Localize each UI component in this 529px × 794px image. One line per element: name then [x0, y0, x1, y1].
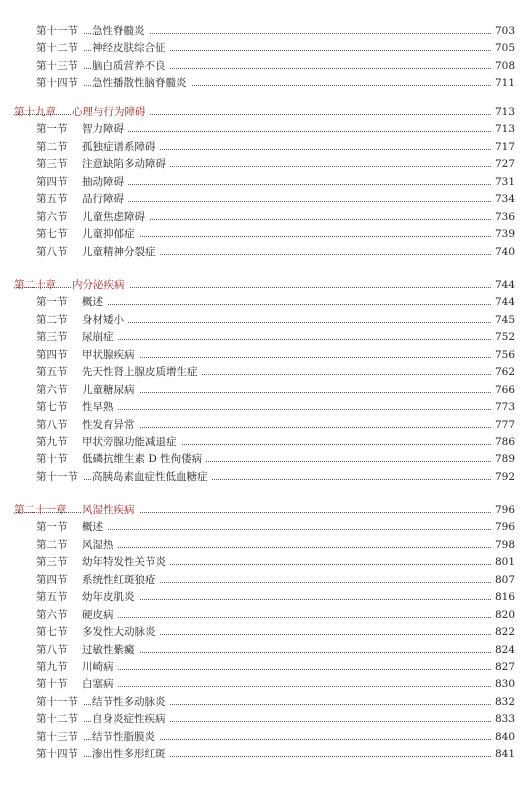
section-number: 第四节	[36, 348, 68, 361]
toc-entry[interactable]	[0, 244, 529, 261]
section-number: 第十节	[36, 453, 68, 466]
section-title: 自身炎症性疾病	[92, 711, 170, 728]
toc-entry[interactable]	[0, 191, 529, 208]
section-page-number: 833	[491, 711, 515, 728]
section-page-number: 766	[491, 382, 515, 399]
section-number: 第六节	[36, 608, 68, 621]
toc-entry[interactable]	[0, 329, 529, 346]
chapter-heading[interactable]	[0, 277, 529, 294]
toc-entry[interactable]	[0, 58, 529, 75]
toc-entry[interactable]	[0, 434, 529, 451]
dot-leader	[84, 131, 493, 132]
toc-entry[interactable]	[0, 23, 529, 40]
section-number: 第十二节	[36, 713, 78, 726]
section-page-number: 752	[491, 329, 515, 346]
dot-leader	[84, 304, 493, 305]
section-title: 低磷抗维生素 D 性佝偻病	[82, 451, 206, 468]
toc-entry[interactable]	[0, 75, 529, 92]
section-number: 第七节	[36, 626, 68, 639]
dot-leader	[84, 409, 493, 410]
section-page-number: 832	[491, 694, 515, 711]
dot-leader	[84, 652, 493, 653]
section-title: 概述	[82, 294, 107, 311]
section-number: 第十一节	[36, 695, 78, 708]
toc-entry[interactable]	[0, 729, 529, 746]
section-number: 第六节	[36, 383, 68, 396]
section-page-number: 739	[491, 226, 515, 243]
section-title: 甲状腺疾病	[82, 347, 139, 364]
section-page-number: 711	[491, 75, 515, 92]
section-number: 第八节	[36, 245, 68, 258]
toc-entry[interactable]	[0, 676, 529, 693]
section-title: 脑白质营养不良	[92, 58, 170, 75]
toc-entry[interactable]	[0, 312, 529, 329]
section-number: 第七节	[36, 401, 68, 414]
toc-entry[interactable]	[0, 642, 529, 659]
section-number: 第七节	[36, 228, 68, 241]
section-number: 第八节	[36, 418, 68, 431]
section-number: 第五节	[36, 366, 68, 379]
section-number: 第十节	[36, 678, 68, 691]
section-page-number: 736	[491, 209, 515, 226]
dot-leader	[84, 184, 493, 185]
section-title: 风湿热	[82, 537, 118, 554]
section-title: 高胰岛素血症性低血糖症	[92, 469, 212, 486]
section-number: 第五节	[36, 193, 68, 206]
section-page-number: 796	[491, 519, 515, 536]
section-page-number: 705	[491, 40, 515, 57]
section-page-number: 807	[491, 572, 515, 589]
dot-leader	[84, 392, 493, 393]
continued-block	[0, 23, 529, 93]
dot-leader	[84, 236, 493, 237]
chapter-page-number: 744	[491, 277, 515, 294]
toc-entry[interactable]	[0, 469, 529, 486]
section-number: 第二节	[36, 538, 68, 551]
section-number: 第五节	[36, 591, 68, 604]
section-number: 第十一节	[36, 470, 78, 483]
section-number: 第四节	[36, 573, 68, 586]
toc-entry[interactable]	[0, 694, 529, 711]
toc-entry[interactable]	[0, 417, 529, 434]
section-page-number: 822	[491, 624, 515, 641]
chapter-block	[0, 277, 529, 486]
section-page-number: 792	[491, 469, 515, 486]
dot-leader	[84, 201, 493, 202]
section-number: 第十三节	[36, 59, 78, 72]
toc-entry[interactable]	[0, 40, 529, 57]
section-number: 第十二节	[36, 42, 78, 55]
toc-entry[interactable]	[0, 156, 529, 173]
chapter-page-number: 713	[491, 104, 515, 121]
toc-entry[interactable]	[0, 519, 529, 536]
section-page-number: 840	[491, 729, 515, 746]
toc-entry[interactable]	[0, 589, 529, 606]
section-title: 儿童抑郁症	[82, 226, 139, 243]
section-page-number: 841	[491, 746, 515, 763]
section-page-number: 816	[491, 589, 515, 606]
section-title: 渗出性多形红斑	[92, 746, 170, 763]
section-title: 性早熟	[82, 399, 118, 416]
toc-entry[interactable]	[0, 347, 529, 364]
dot-leader	[84, 686, 493, 687]
section-title: 硬皮病	[82, 607, 118, 624]
chapter-number: 第二十章	[14, 279, 56, 291]
section-number: 第一节	[36, 521, 68, 534]
section-number: 第六节	[36, 210, 68, 223]
section-page-number: 756	[491, 347, 515, 364]
dot-leader	[84, 427, 493, 428]
section-title: 智力障碍	[82, 121, 128, 138]
section-page-number: 786	[491, 434, 515, 451]
section-page-number: 827	[491, 659, 515, 676]
toc-entry[interactable]	[0, 226, 529, 243]
dot-leader	[84, 322, 493, 323]
section-page-number: 717	[491, 139, 515, 156]
section-number: 第九节	[36, 660, 68, 673]
dot-leader	[84, 547, 493, 548]
section-page-number: 762	[491, 364, 515, 381]
section-title: 神经皮肤综合征	[92, 40, 170, 57]
section-number: 第四节	[36, 175, 68, 188]
dot-leader	[84, 617, 493, 618]
toc-entry[interactable]	[0, 174, 529, 191]
toc-entry[interactable]	[0, 209, 529, 226]
toc-entry[interactable]	[0, 607, 529, 624]
toc-entry[interactable]	[0, 624, 529, 641]
section-number: 第九节	[36, 435, 68, 448]
section-title: 结节性脂膜炎	[92, 729, 159, 746]
section-page-number: 789	[491, 451, 515, 468]
section-title: 白塞病	[82, 676, 118, 693]
chapter-title: 风湿性疾病	[82, 502, 139, 519]
section-page-number: 773	[491, 399, 515, 416]
section-title: 先天性肾上腺皮质增生症	[82, 364, 202, 381]
section-number: 第二节	[36, 313, 68, 326]
dot-leader	[84, 357, 493, 358]
dot-leader	[84, 339, 493, 340]
toc-entry[interactable]	[0, 121, 529, 138]
section-title: 注意缺陷多动障碍	[82, 156, 170, 173]
chapter-title: 心理与行为障碍	[72, 104, 150, 121]
chapter-number: 第二十一章	[14, 504, 67, 516]
section-page-number: 801	[491, 554, 515, 571]
chapter-heading[interactable]	[0, 104, 529, 121]
section-title: 儿童糖尿病	[82, 382, 139, 399]
section-title: 身材矮小	[82, 312, 128, 329]
section-page-number: 745	[491, 312, 515, 329]
toc-entry[interactable]	[0, 451, 529, 468]
section-number: 第十三节	[36, 730, 78, 743]
section-page-number: 820	[491, 607, 515, 624]
section-number: 第一节	[36, 296, 68, 309]
section-page-number: 703	[491, 23, 515, 40]
toc-entry[interactable]	[0, 572, 529, 589]
section-number: 第十四节	[36, 748, 78, 761]
toc-entry[interactable]	[0, 139, 529, 156]
toc-entry[interactable]	[0, 364, 529, 381]
toc-entry[interactable]	[0, 537, 529, 554]
section-page-number: 713	[491, 121, 515, 138]
section-title: 尿崩症	[82, 329, 118, 346]
section-number: 第二节	[36, 140, 68, 153]
toc-entry[interactable]	[0, 399, 529, 416]
toc-entry[interactable]	[0, 711, 529, 728]
section-title: 抽动障碍	[82, 174, 128, 191]
section-page-number: 727	[491, 156, 515, 173]
toc-entry[interactable]	[0, 382, 529, 399]
section-page-number: 740	[491, 244, 515, 261]
section-page-number: 708	[491, 58, 515, 75]
section-title: 品行障碍	[82, 191, 128, 208]
chapter-block	[0, 502, 529, 764]
section-title: 儿童精神分裂症	[82, 244, 160, 261]
section-number: 第八节	[36, 643, 68, 656]
section-number: 第十四节	[36, 77, 78, 90]
section-number: 第十一节	[36, 25, 78, 37]
section-page-number: 824	[491, 642, 515, 659]
toc-entry[interactable]	[0, 659, 529, 676]
section-title: 过敏性紫癜	[82, 642, 139, 659]
section-title: 幼年皮肌炎	[82, 589, 139, 606]
chapter-title: 内分泌疾病	[72, 277, 129, 294]
section-page-number: 734	[491, 191, 515, 208]
section-title: 急性播散性脑脊髓炎	[92, 75, 191, 92]
dot-leader	[84, 599, 493, 600]
chapter-number: 第十九章	[14, 106, 56, 118]
section-title: 川崎病	[82, 659, 118, 676]
section-page-number: 731	[491, 174, 515, 191]
section-title: 结节性多动脉炎	[92, 694, 170, 711]
section-number: 第三节	[36, 158, 68, 171]
toc-entry[interactable]	[0, 554, 529, 571]
dot-leader	[84, 529, 493, 530]
section-title: 急性脊髓炎	[92, 23, 149, 40]
chapter-block	[0, 104, 529, 261]
section-page-number: 744	[491, 294, 515, 311]
chapter-heading[interactable]	[0, 502, 529, 519]
section-number: 第一节	[36, 123, 68, 136]
section-title: 多发性大动脉炎	[82, 624, 160, 641]
section-title: 系统性红斑狼疮	[82, 572, 160, 589]
section-title: 性发育异常	[82, 417, 139, 434]
section-page-number: 777	[491, 417, 515, 434]
section-number: 第三节	[36, 556, 68, 569]
section-page-number: 798	[491, 537, 515, 554]
chapter-page-number: 796	[491, 502, 515, 519]
dot-leader	[84, 669, 493, 670]
section-title: 幼年特发性关节炎	[82, 554, 170, 571]
section-title: 孤独症谱系障碍	[82, 139, 160, 156]
section-number: 第三节	[36, 331, 68, 344]
section-title: 儿童焦虑障碍	[82, 209, 149, 226]
section-page-number: 830	[491, 676, 515, 693]
section-title: 甲状旁腺功能减退症	[82, 434, 181, 451]
section-title: 概述	[82, 519, 107, 536]
toc-entry[interactable]	[0, 294, 529, 311]
toc-entry[interactable]	[0, 746, 529, 763]
